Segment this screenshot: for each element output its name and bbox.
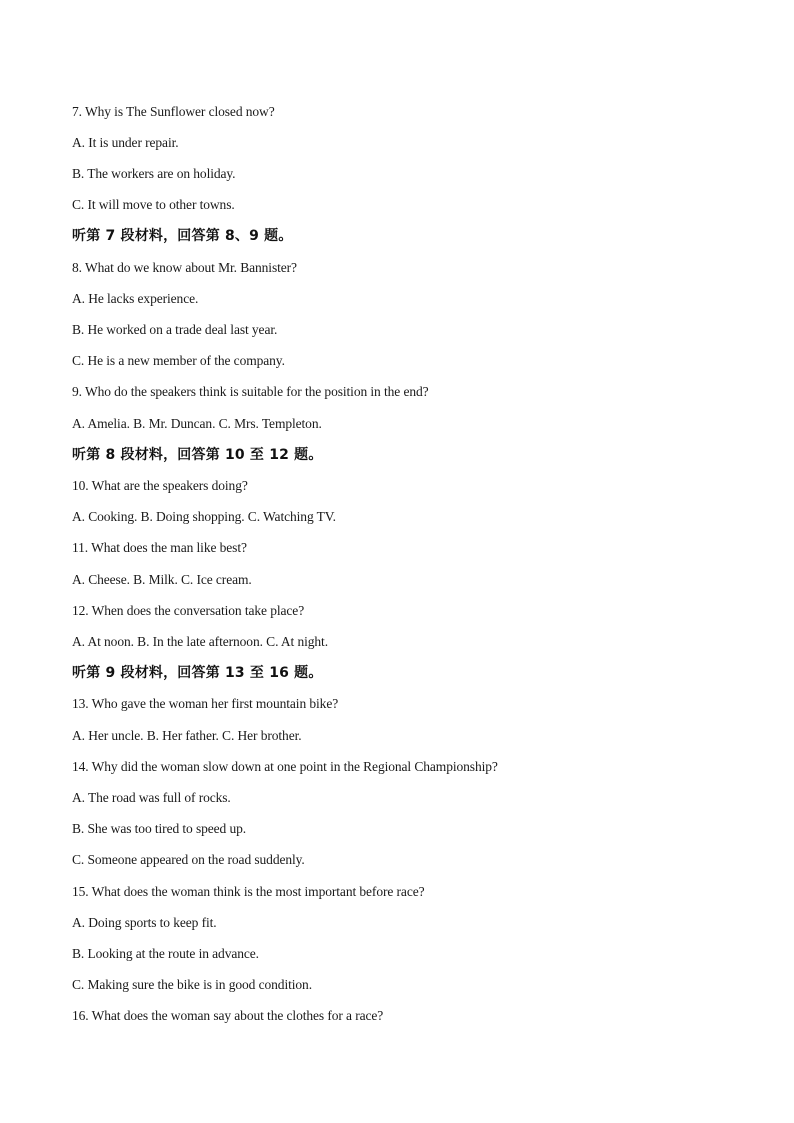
option-14b: B. She was too tired to speed up. bbox=[72, 821, 247, 836]
options-12: A. At noon. B. In the late afternoon. C. At night. bbox=[72, 634, 328, 649]
section-heading-7: 听第 7 段材料，回答第 8、9 题。 bbox=[72, 228, 293, 244]
question-8: 8. What do we know about Mr. Bannister? bbox=[72, 260, 297, 275]
option-8b: B. He worked on a trade deal last year. bbox=[72, 322, 278, 337]
options-13: A. Her uncle. B. Her father. C. Her brother. bbox=[72, 728, 302, 743]
options-11: A. Cheese. B. Milk. C. Ice cream. bbox=[72, 572, 252, 587]
section-heading-9: 听第 9 段材料，回答第 13 至 16 题。 bbox=[72, 665, 323, 681]
option-14c: C. Someone appeared on the road suddenly. bbox=[72, 852, 305, 867]
option-15c: C. Making sure the bike is in good condition. bbox=[72, 977, 312, 992]
option-15b: B. Looking at the route in advance. bbox=[72, 946, 259, 961]
option-8c: C. He is a new member of the company. bbox=[72, 353, 285, 368]
question-13: 13. Who gave the woman her first mountain bike? bbox=[72, 696, 339, 711]
option-15a: A. Doing sports to keep fit. bbox=[72, 915, 217, 930]
question-11: 11. What does the man like best? bbox=[72, 540, 247, 555]
option-7a: A. It is under repair. bbox=[72, 135, 179, 150]
question-12: 12. When does the conversation take place? bbox=[72, 603, 305, 618]
options-10: A. Cooking. B. Doing shopping. C. Watching TV. bbox=[72, 509, 336, 524]
question-16: 16. What does the woman say about the clothes for a race? bbox=[72, 1008, 384, 1023]
question-10: 10. What are the speakers doing? bbox=[72, 478, 248, 493]
question-14: 14. Why did the woman slow down at one point in the Regional Championship? bbox=[72, 759, 498, 774]
question-7: 7. Why is The Sunflower closed now? bbox=[72, 104, 275, 119]
option-8a: A. He lacks experience. bbox=[72, 291, 199, 306]
option-7c: C. It will move to other towns. bbox=[72, 197, 235, 212]
option-14a: A. The road was full of rocks. bbox=[72, 790, 231, 805]
options-9: A. Amelia. B. Mr. Duncan. C. Mrs. Templeton. bbox=[72, 416, 322, 431]
question-9: 9. Who do the speakers think is suitable for the position in the end? bbox=[72, 384, 429, 399]
section-heading-8: 听第 8 段材料，回答第 10 至 12 题。 bbox=[72, 447, 323, 463]
question-15: 15. What does the woman think is the most important before race? bbox=[72, 884, 425, 899]
option-7b: B. The workers are on holiday. bbox=[72, 166, 236, 181]
